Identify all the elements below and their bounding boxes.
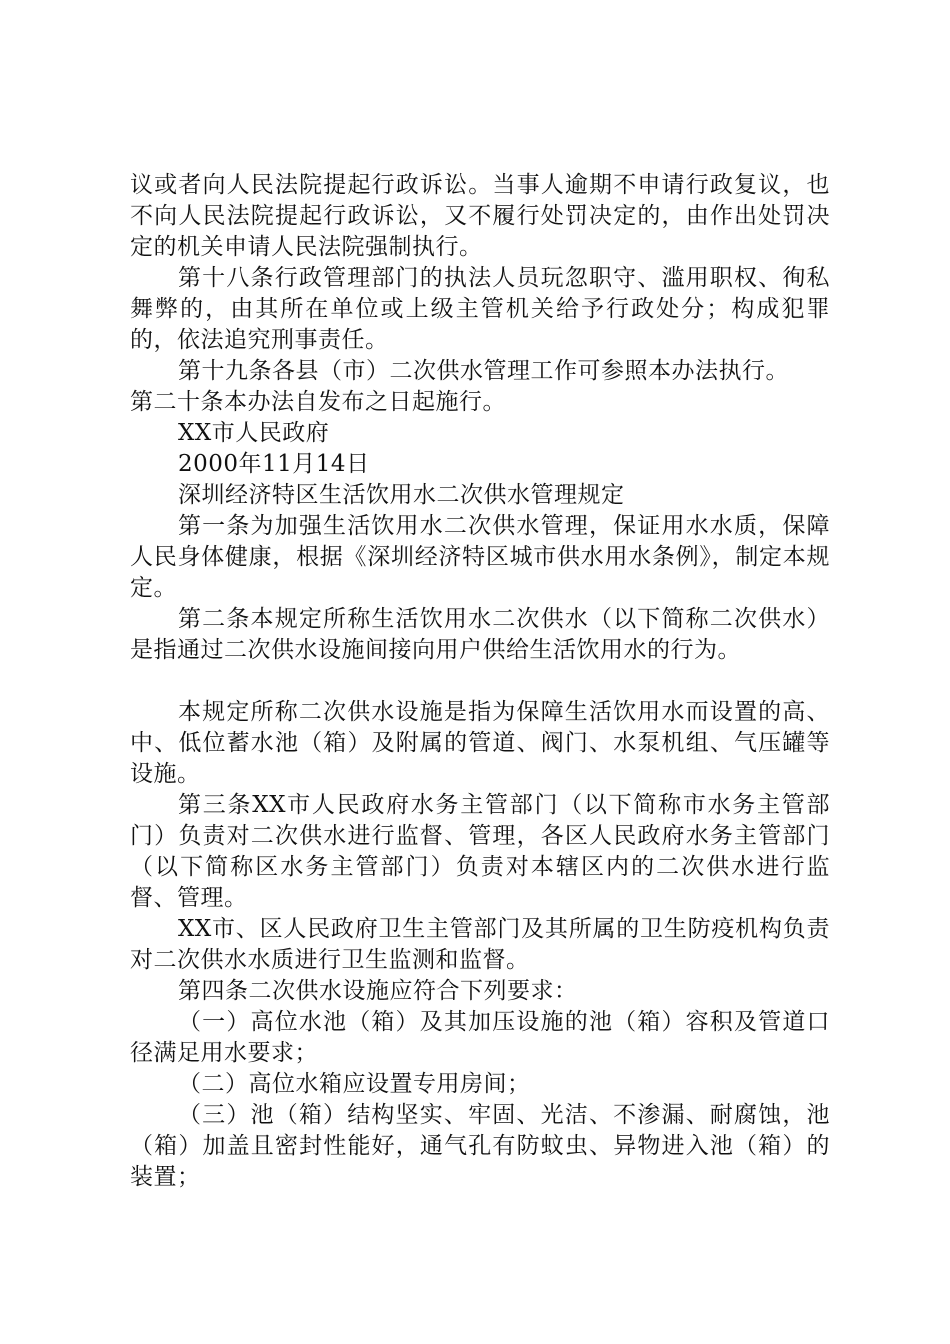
paragraph-health-supervision: XX市、区人民政府卫生主管部门及其所属的卫生防疫机构负责对二次供水水质进行卫生监测和监督。 xyxy=(130,916,830,973)
paragraph-article-1: 第一条为加强生活饮用水二次供水管理，保证用水水质，保障人民身体健康，根据《深圳经济特区城市供水用水条例》，制定本规定。 xyxy=(130,513,830,601)
list-item-3: （三）池（箱）结构坚实、牢固、光洁、不渗漏、耐腐蚀，池（箱）加盖且密封性能好，通气孔有防蚊虫、异物进入池（箱）的装置； xyxy=(130,1102,830,1190)
issue-date: 2000年11月14日 xyxy=(178,451,370,477)
issuer-name: XX市人民政府 xyxy=(178,420,330,446)
paragraph-article-3: 第三条XX市人民政府水务主管部门（以下简称市水务主管部门）负责对二次供水进行监督、管理，各区人民政府水务主管部门（以下简称区水务主管部门）负责对本辖区内的二次供水进行监督、管理。 xyxy=(130,792,830,911)
paragraph-article-4: 第四条二次供水设施应符合下列要求： xyxy=(178,978,578,1004)
paragraph-article-19: 第十九条各县（市）二次供水管理工作可参照本办法执行。 xyxy=(178,358,789,384)
list-item-2: （二）高位水箱应设置专用房间； xyxy=(178,1071,531,1097)
paragraph-article-18: 第十八条行政管理部门的执法人员玩忽职守、滥用职权、徇私舞弊的，由其所在单位或上级主管机关给予行政处分；构成犯罪的，依法追究刑事责任。 xyxy=(130,265,830,353)
regulation-title: 深圳经济特区生活饮用水二次供水管理规定 xyxy=(178,482,625,508)
paragraph-facility-definition: 本规定所称二次供水设施是指为保障生活饮用水而设置的高、中、低位蓄水池（箱）及附属的管道、阀门、水泵机组、气压罐等设施。 xyxy=(130,699,830,787)
paragraph-continuation: 议或者向人民法院提起行政诉讼。当事人逾期不申请行政复议，也不向人民法院提起行政诉讼，又不履行处罚决定的，由作出处罚决定的机关申请人民法院强制执行。 xyxy=(130,172,830,260)
list-item-1: （一）高位水池（箱）及其加压设施的池（箱）容积及管道口径满足用水要求； xyxy=(130,1009,830,1066)
paragraph-article-2: 第二条本规定所称生活饮用水二次供水（以下简称二次供水）是指通过二次供水设施间接向用户供给生活饮用水的行为。 xyxy=(130,606,830,663)
document-body xyxy=(130,170,830,1193)
paragraph-article-20: 第二十条本办法自发布之日起施行。 xyxy=(130,389,506,415)
